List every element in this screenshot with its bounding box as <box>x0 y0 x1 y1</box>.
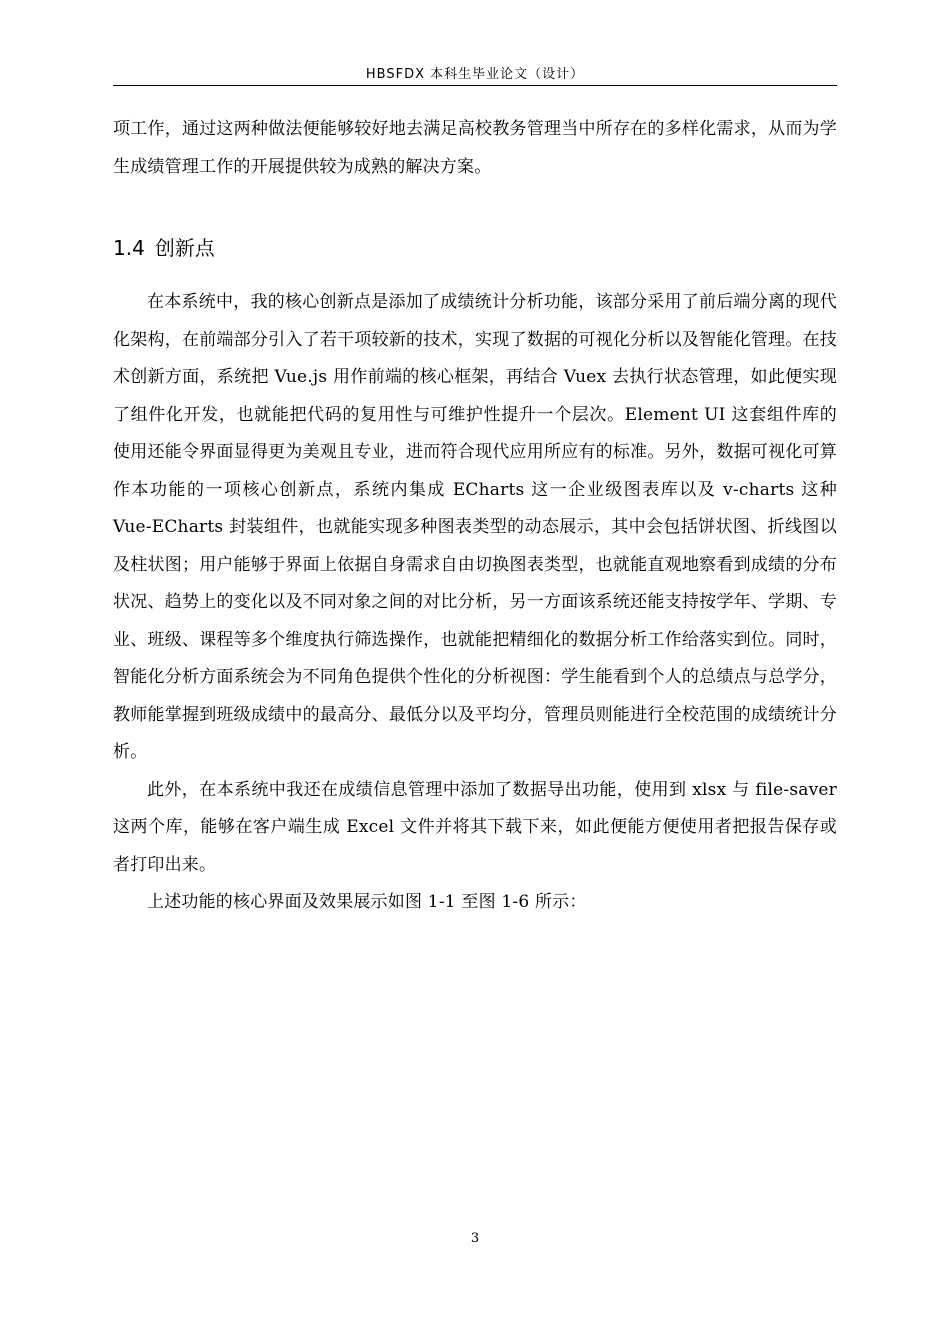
section-number: 1.4 <box>113 236 145 260</box>
section-heading <box>113 232 837 264</box>
header-rule <box>113 85 837 86</box>
paragraph-export: 此外，在本系统中我还在成绩信息管理中添加了数据导出功能，使用到 xlsx 与 file-saver 这两个库，能够在客户端生成 Excel 文件并将其下载下来，如此便能方便使用者把报告保存或者打印出来。 <box>113 779 837 875</box>
section-body <box>113 284 837 922</box>
paragraph-figure-reference: 上述功能的核心界面及效果展示如图 1-1 至图 1-6 所示： <box>147 892 587 912</box>
page-number: 3 <box>470 1231 480 1246</box>
section-1-4 <box>113 232 837 264</box>
continued-paragraph: 项工作，通过这两种做法便能够较好地去满足高校教务管理当中所存在的多样化需求，从而为学生成绩管理工作的开展提供较为成熟的解决方案。 <box>113 119 837 177</box>
paragraph-innovation: 在本系统中，我的核心创新点是添加了成绩统计分析功能，该部分采用了前后端分离的现代化架构，在前端部分引入了若干项较新的技术，实现了数据的可视化分析以及智能化管理。在技术创新方面，系统把 Vue.js 用作前端的核心框架，再结合 Vuex 去执行状态管理，如此便实现了组件化开发，也就能把代码的复用性与可维护性提升一个层次。Element UI 这套组件库的使用还能令界面显得更为美观且专业，进而符合现代应用所应有的标准。另外，数据可视化可算作本功能的一项核心创新点，系统内集成 ECharts 这一企业级图表库以及 v-charts 这种 Vue-ECharts 封装组件，也就能实现多种图表类型的动态展示，其中会包括饼状图、折线图以及柱状图；用户能够于界面上依据自身需求自由切换图表类型，也就能直观地察看到成绩的分布状况、趋势上的变化以及不同对象之间的对比分析，另一方面该系统还能支持按学年、学期、专业、班级、课程等多个维度执行筛选操作，也就能把精细化的数据分析工作给落实到位。同时，智能化分析方面系统会为不同角色提供个性化的分析视图：学生能看到个人的总绩点与总学分，教师能掌握到班级成绩中的最高分、最低分以及平均分，管理员则能进行全校范围的成绩统计分析。 <box>113 292 837 762</box>
section-title: 创新点 <box>154 236 215 260</box>
running-header: HBSFDX 本科生毕业论文（设计） <box>365 67 585 82</box>
